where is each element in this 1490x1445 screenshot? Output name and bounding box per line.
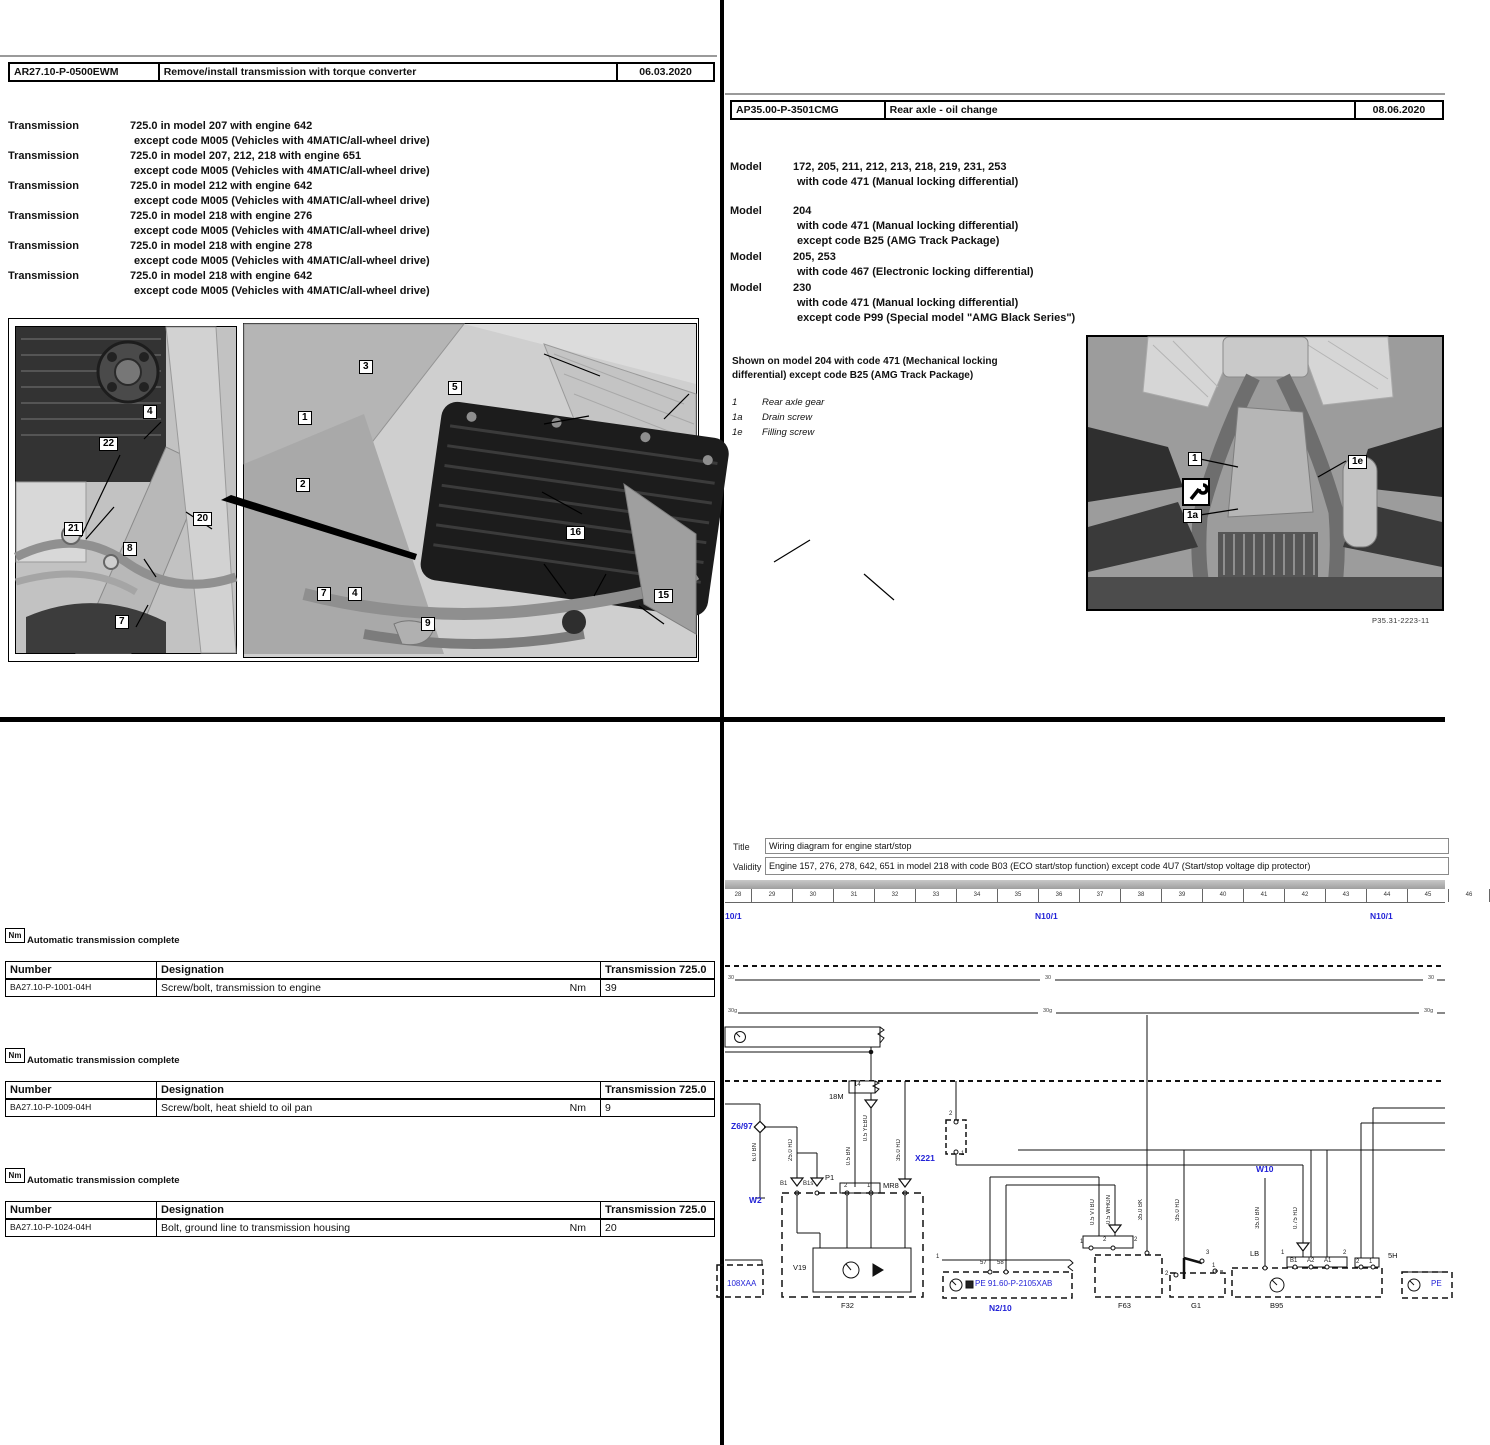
ruler-cell: 35 [998, 889, 1039, 902]
cell-unit: Nm [569, 1102, 586, 1114]
shown-note [732, 355, 1062, 383]
wire-0-75-rd: 0.75 RD [1293, 1207, 1299, 1230]
figure-legend [732, 395, 824, 440]
item-line1: 725.0 in model 218 with engine 276 [130, 210, 313, 222]
callout-2: 2 [296, 478, 310, 492]
model-line: with code 471 (Manual locking differential) [797, 220, 1019, 232]
transmission-item [8, 269, 708, 284]
callout-7: 7 [317, 587, 331, 601]
legend-text: Drain screw [762, 412, 813, 423]
item-line1: 725.0 in model 212 with engine 642 [130, 180, 313, 192]
ruler-cell: 44 [1367, 889, 1408, 902]
pin-2: 2 [1134, 1237, 1138, 1243]
component-f63: F63 [1118, 1301, 1131, 1310]
ruler-cell: 46 [1449, 889, 1490, 902]
cell-unit: Nm [569, 982, 586, 994]
circuit-30g: 30g [1043, 1008, 1053, 1014]
callouts-rear-axle [1088, 337, 1442, 609]
pin-1: 1 [936, 1254, 940, 1260]
transmission-item [8, 119, 708, 134]
model-label: Model [730, 161, 762, 173]
callouts-right [9, 319, 698, 661]
item-line2: except code M005 (Vehicles with 4MATIC/all-wheel drive) [134, 285, 430, 297]
pin-1: 1 [867, 1183, 871, 1189]
ruler-cell: 43 [1326, 889, 1367, 902]
cell-value: 20 [605, 1222, 617, 1234]
component-p1: P1 [825, 1173, 835, 1182]
callout-1: 1 [298, 411, 312, 425]
pin-1: 1 [961, 1151, 965, 1157]
wire-25-0-rd: 25.0 RD [788, 1139, 794, 1162]
torque-table-row [6, 1220, 714, 1236]
transmission-item [8, 179, 708, 194]
item-label: Transmission [8, 240, 79, 252]
top-rule-left [0, 55, 717, 57]
ruler-cell: 40 [1203, 889, 1244, 902]
torque-section-title: Automatic transmission complete [27, 1175, 180, 1186]
ruler-cell: 34 [957, 889, 998, 902]
callout-1e: 1e [1348, 455, 1367, 469]
connector-z6-97: Z6/97 [731, 1121, 753, 1131]
item-label: Transmission [8, 150, 79, 162]
circuit-30g: 30g [728, 1008, 738, 1014]
ruler-cell: 31 [834, 889, 875, 902]
cell-designation: Screw/bolt, heat shield to oil pan [161, 1102, 313, 1114]
pin-1: 1 [1080, 1239, 1084, 1245]
validity-field-value[interactable]: Engine 157, 276, 278, 642, 651 in model 218 with code B03 (ECO start/stop function) except code 4U7 (Start/stop voltage dip protector) [765, 857, 1449, 875]
circuit-30: 30 [1428, 975, 1435, 981]
nm-icon: Nm [5, 1168, 25, 1183]
wire-0-5-whgn: 0.5 WHGN [1106, 1195, 1112, 1225]
item-line2: except code M005 (Vehicles with 4MATIC/all-wheel drive) [134, 255, 430, 267]
transmission-item [8, 239, 708, 254]
callout-1a: 1a [1183, 509, 1202, 523]
ruler-cell: 36 [1039, 889, 1080, 902]
wiring-diagram-panel [725, 723, 1473, 1445]
callout-15: 15 [654, 589, 673, 603]
component-n2-10: N2/10 [989, 1303, 1012, 1313]
circuit-30g: 30g [1424, 1008, 1434, 1014]
item-label: Transmission [8, 180, 79, 192]
item-line1: 725.0 in model 207, 212, 218 with engine 651 [130, 150, 362, 162]
cell-value: 9 [605, 1102, 611, 1114]
cell-number: BA27.10-P-1009-04H [6, 1100, 157, 1116]
col-number: Number [6, 1082, 157, 1098]
torque-section-title: Automatic transmission complete [27, 1055, 180, 1066]
callout-8: 8 [123, 542, 137, 556]
wire-35-0-bk: 35.0 BK [1138, 1199, 1144, 1221]
legend-text: Rear axle gear [762, 397, 825, 408]
pin-a1: A1 [1324, 1258, 1332, 1264]
model-line: 205, 253 [793, 251, 836, 263]
ruler-cell: 33 [916, 889, 957, 902]
title-field-label: Title [733, 842, 750, 852]
model-label: Model [730, 282, 762, 294]
torque-table-header [6, 1082, 714, 1100]
cell-designation: Screw/bolt, transmission to engine [161, 982, 321, 994]
model-line: 230 [793, 282, 812, 294]
pin-14: 14 [854, 1082, 861, 1088]
connector-label-n10-1: N10/1 [1035, 911, 1058, 921]
pin-1: 1 [1281, 1250, 1285, 1256]
document-header-tr [730, 100, 1444, 120]
model-line: with code 471 (Manual locking differential) [797, 176, 1019, 188]
pin-a2: A2 [1307, 1258, 1315, 1264]
col-number: Number [6, 1202, 157, 1218]
ruler-cell: 32 [875, 889, 916, 902]
ruler-cell: 42 [1285, 889, 1326, 902]
callout-5: 5 [448, 381, 462, 395]
torque-table-header [6, 962, 714, 980]
component-f32: F32 [841, 1301, 854, 1310]
torque-table [5, 1081, 715, 1117]
horizontal-divider [0, 717, 1445, 722]
legend-key: 1e [732, 427, 743, 438]
item-line2: except code M005 (Vehicles with 4MATIC/all-wheel drive) [134, 195, 430, 207]
connector-label-n10-1: 10/1 [725, 911, 742, 921]
top-rule-right [725, 93, 1445, 95]
callout-16: 16 [566, 526, 585, 540]
model-list [730, 160, 1160, 326]
ruler-cell: 29 [752, 889, 793, 902]
document-title: Remove/install transmission with torque converter [160, 64, 618, 80]
model-line: with code 471 (Manual locking differential) [797, 297, 1019, 309]
pin-2: 2 [949, 1111, 953, 1117]
title-field-value[interactable]: Wiring diagram for engine start/stop [765, 838, 1449, 854]
transmission-item [8, 209, 708, 224]
ruler-cell: 28 [725, 889, 752, 902]
figure-transmission [8, 318, 699, 662]
model-line: except code P99 (Special model "AMG Black Series") [797, 312, 1076, 324]
transmission-item [8, 149, 708, 164]
item-line1: 725.0 in model 207 with engine 642 [130, 120, 313, 132]
reference-108xaa: 108XAA [727, 1279, 757, 1288]
pin-2: 2 [1356, 1259, 1360, 1265]
col-transmission: Transmission 725.0 [605, 1084, 707, 1096]
transmission-list [8, 119, 708, 299]
wire-lb: LB [1250, 1249, 1260, 1258]
callout-3: 3 [359, 360, 373, 374]
component-g1: G1 [1191, 1301, 1202, 1310]
photo-rear-axle [1086, 335, 1444, 611]
col-transmission: Transmission 725.0 [605, 964, 707, 976]
model-line: 204 [793, 205, 812, 217]
circuit-30: 30 [728, 975, 735, 981]
document-date: 06.03.2020 [639, 66, 692, 78]
figure-number: P35.31-2223-11 [1372, 616, 1430, 625]
item-line1: 725.0 in model 218 with engine 642 [130, 270, 313, 282]
cell-designation: Bolt, ground line to transmission housing [161, 1222, 351, 1234]
pin-1: 1 [1369, 1259, 1373, 1265]
callout-4: 4 [348, 587, 362, 601]
col-transmission: Transmission 725.0 [605, 1204, 707, 1216]
model-line: with code 467 (Electronic locking differential) [797, 266, 1034, 278]
ruler-cell: 39 [1162, 889, 1203, 902]
item-line1: 725.0 in model 218 with engine 278 [130, 240, 313, 252]
wire-35-0-rd: 35.0 RD [1175, 1199, 1181, 1222]
item-label: Transmission [8, 270, 79, 282]
pin-b1: B1 [780, 1181, 788, 1187]
wire-35-0-rd: 35.0 RD [896, 1139, 902, 1162]
validity-field-label: Validity [733, 862, 762, 872]
model-line: 172, 205, 211, 212, 213, 218, 219, 231, 253 [793, 161, 1007, 173]
document-code: AR27.10-P-0500EWM [10, 64, 160, 80]
wiring-labels [725, 723, 1445, 1445]
cell-value: 39 [605, 982, 617, 994]
component-v19: V19 [793, 1263, 807, 1272]
connector-label-n10-1: N10/1 [1370, 911, 1393, 921]
document-header-tl [8, 62, 715, 82]
shown-note-line2: differential) except code B25 (AMG Track Package) [732, 370, 974, 381]
component-18m: 18M [829, 1092, 844, 1101]
item-line2: except code M005 (Vehicles with 4MATIC/all-wheel drive) [134, 165, 430, 177]
wire-5h: 5H [1388, 1251, 1398, 1260]
torque-table [5, 1201, 715, 1237]
item-label: Transmission [8, 210, 79, 222]
document-code: AP35.00-P-3501CMG [732, 102, 886, 118]
callout-21: 21 [64, 522, 83, 536]
pin-2: 2 [1103, 1237, 1107, 1243]
pin-57: 57 [980, 1260, 987, 1266]
component-b95: B95 [1270, 1301, 1284, 1310]
legend-key: 1 [732, 397, 738, 408]
cell-number: BA27.10-P-1024-04H [6, 1220, 157, 1236]
component-mr8: MR8 [883, 1181, 899, 1190]
torque-table [5, 961, 715, 997]
circuit-30: 30 [1045, 975, 1052, 981]
callout-22: 22 [99, 437, 118, 451]
pin-1: 1 [1212, 1263, 1216, 1269]
pin-2: 2 [1165, 1271, 1169, 1277]
nm-icon: Nm [5, 928, 25, 943]
col-number: Number [6, 962, 157, 978]
pin-b1s: B1s [803, 1181, 814, 1187]
item-line2: except code M005 (Vehicles with 4MATIC/all-wheel drive) [134, 135, 430, 147]
torque-table-row [6, 980, 714, 996]
wire-6-0-bn: 6.0 BN [752, 1143, 758, 1162]
reference-pe-91-60: PE 91.60-P-2105XAB [975, 1279, 1053, 1288]
cell-unit: Nm [569, 1222, 586, 1234]
col-designation: Designation [157, 1202, 601, 1218]
reference-pe: PE [1431, 1279, 1442, 1288]
ruler-cell: 41 [1244, 889, 1285, 902]
callout-1: 1 [1188, 452, 1202, 466]
document-title: Rear axle - oil change [886, 102, 1356, 118]
shown-note-line1: Shown on model 204 with code 471 (Mechanical locking [732, 356, 998, 367]
ruler-cell: 38 [1121, 889, 1162, 902]
wire-0-5-yebu: 0.5 YEBU [863, 1115, 869, 1142]
col-designation: Designation [157, 962, 601, 978]
callout-7: 7 [115, 615, 129, 629]
item-label: Transmission [8, 120, 79, 132]
pin-2: 2 [844, 1183, 848, 1189]
torque-table-header [6, 1202, 714, 1220]
connector-x221: X221 [915, 1153, 935, 1163]
cell-number: BA27.10-P-1001-04H [6, 980, 157, 996]
callout-20: 20 [193, 512, 212, 526]
model-label: Model [730, 251, 762, 263]
model-label: Model [730, 205, 762, 217]
pin-58: 58 [997, 1260, 1004, 1266]
pin-2: 2 [1343, 1250, 1347, 1256]
legend-text: Filling screw [762, 427, 815, 438]
model-line: except code B25 (AMG Track Package) [797, 235, 1000, 247]
wire-0-5-bn: 0.5 BN [846, 1147, 852, 1166]
item-line2: except code M005 (Vehicles with 4MATIC/all-wheel drive) [134, 225, 430, 237]
pin-b1: B1 [1290, 1258, 1298, 1264]
pin-3: 3 [1206, 1250, 1210, 1256]
col-designation: Designation [157, 1082, 601, 1098]
legend-key: 1a [732, 412, 743, 423]
torque-table-row [6, 1100, 714, 1116]
callout-9: 9 [421, 617, 435, 631]
document-date: 08.06.2020 [1372, 104, 1426, 116]
ground-w2: W2 [749, 1195, 762, 1205]
torque-section-title: Automatic transmission complete [27, 935, 180, 946]
wire-0-5-vtbu: 0.5 VTBU [1090, 1199, 1096, 1226]
ruler-cell: 45 [1408, 889, 1449, 902]
nm-icon: Nm [5, 1048, 25, 1063]
wire-35-0-bn: 35.0 BN [1255, 1207, 1261, 1229]
callout-4: 4 [143, 405, 157, 419]
ruler-cell: 30 [793, 889, 834, 902]
ground-w10: W10 [1256, 1164, 1274, 1174]
ruler-cell: 37 [1080, 889, 1121, 902]
